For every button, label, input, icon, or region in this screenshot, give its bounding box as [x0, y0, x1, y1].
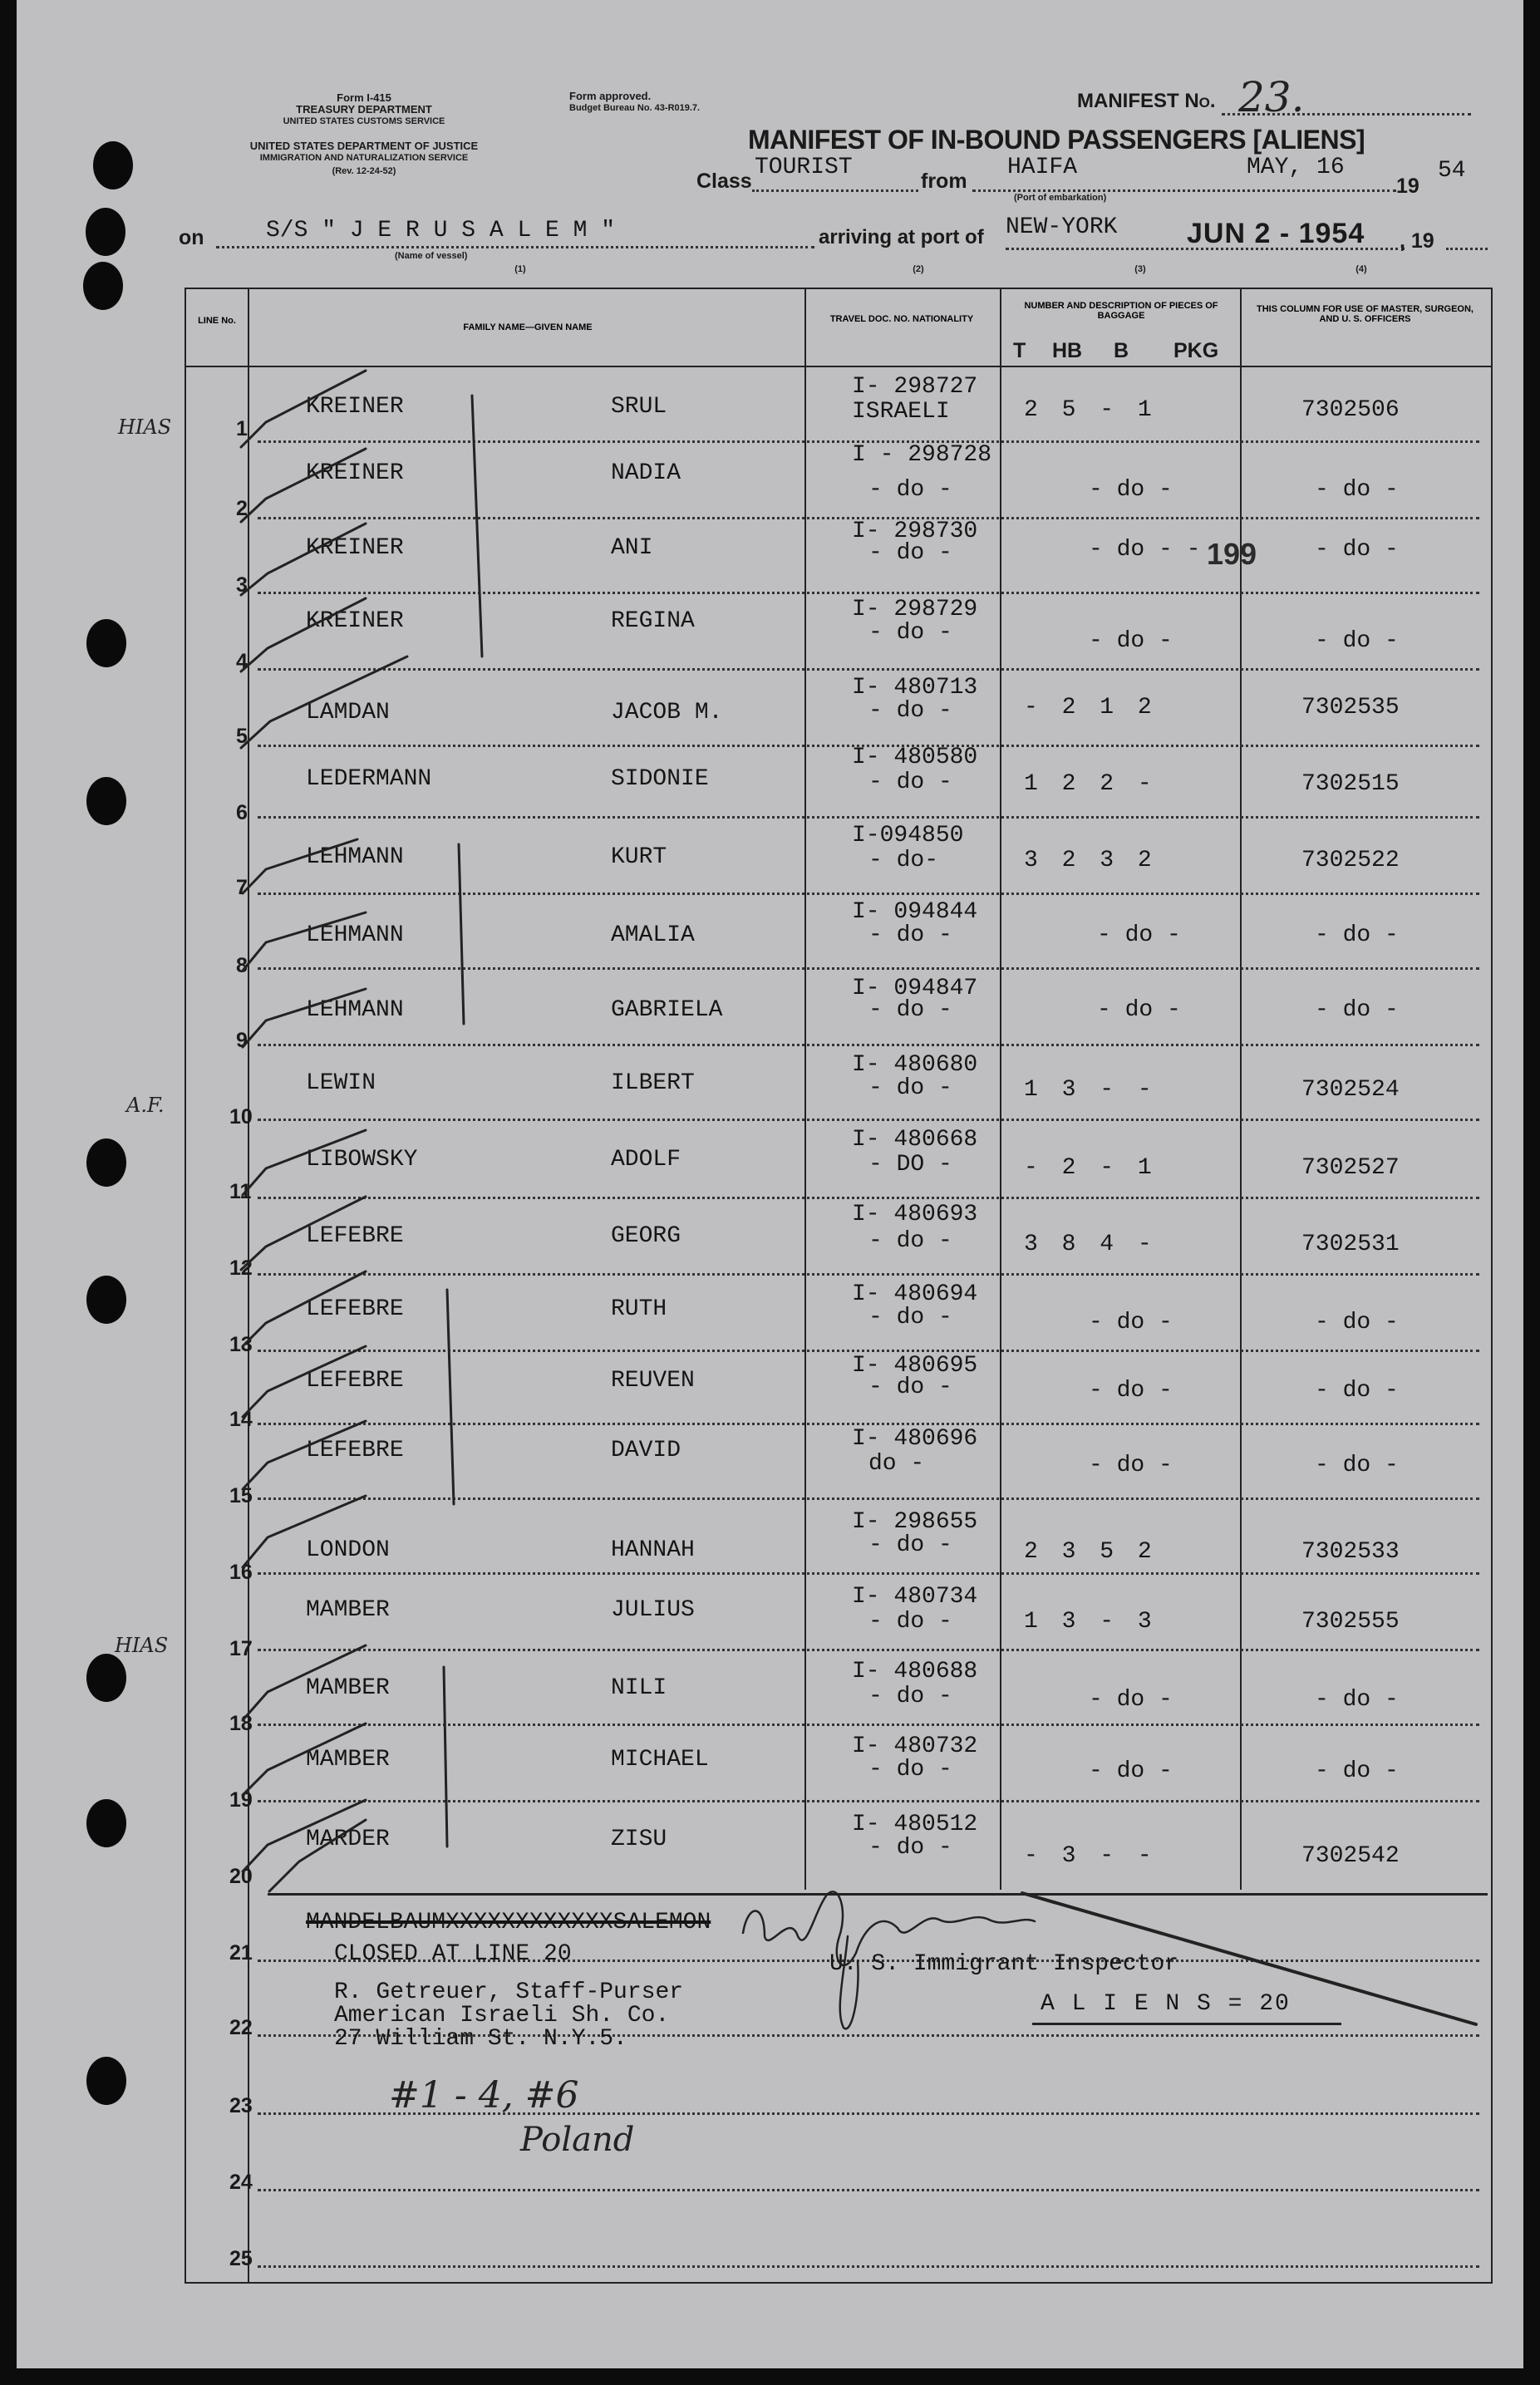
line-number: 12 — [229, 1256, 253, 1280]
check-mark — [243, 989, 366, 1047]
given-name: ADOLF — [611, 1147, 681, 1173]
nationality: - DO - — [868, 1152, 952, 1178]
nationality: - do - — [868, 1684, 952, 1709]
closed-at-line: CLOSED AT LINE 20 — [334, 1941, 572, 1967]
year-prefix: 19 — [1396, 175, 1419, 198]
class-value: TOURIST — [755, 155, 853, 180]
company-name: American Israeli Sh. Co. — [334, 2003, 670, 2028]
travel-doc: I- 480512 — [852, 1812, 978, 1837]
baggage: - 2 1 2 — [1024, 695, 1152, 720]
header-travel-doc: TRAVEL DOC. NO. NATIONALITY — [829, 314, 974, 324]
given-name: MICHAEL — [611, 1747, 709, 1773]
nationality: - do - — [868, 1532, 952, 1558]
check-mark — [243, 1645, 366, 1720]
travel-doc: I- 480695 — [852, 1353, 978, 1379]
baggage: 3 8 4 - — [1024, 1232, 1152, 1257]
nationality: - do - — [868, 922, 952, 948]
nationality: - do - — [868, 477, 952, 503]
form-approved: Form approved. — [569, 90, 652, 102]
baggage: - do - — [1089, 628, 1173, 654]
check-mark — [243, 1346, 366, 1417]
travel-doc: I- 480696 — [852, 1426, 978, 1452]
officer-number: - do - — [1315, 537, 1399, 563]
officer-number: 7302533 — [1301, 1539, 1400, 1565]
header-line-no: LINE No. — [198, 316, 236, 326]
line-number: 9 — [236, 1029, 248, 1052]
given-name: GEORG — [611, 1223, 681, 1249]
family-name: LEFEBRE — [306, 1296, 404, 1322]
line-number: 10 — [229, 1105, 253, 1129]
travel-doc: I- 480580 — [852, 745, 978, 770]
line-number: 17 — [229, 1637, 253, 1660]
given-name: ILBERT — [611, 1070, 695, 1096]
officer-number: 7302531 — [1301, 1232, 1400, 1257]
family-name: LEDERMANN — [306, 766, 432, 792]
given-name: GABRIELA — [611, 997, 723, 1023]
struck-name: MANDELBAUMXXXXXXXXXXXXSALEMON — [306, 1910, 711, 1935]
dept-immigration: IMMIGRATION AND NATURALIZATION SERVICE — [259, 153, 469, 163]
officer-number: - do - — [1315, 922, 1399, 948]
check-mark — [241, 449, 366, 522]
line-number: 23 — [229, 2094, 253, 2117]
nationality: - do - — [868, 997, 952, 1023]
baggage: 1 3 - 3 — [1024, 1609, 1152, 1635]
header-bag-pkg: PKG — [1173, 339, 1219, 362]
given-name: DAVID — [611, 1438, 681, 1463]
line-number: 5 — [236, 725, 248, 748]
line-number: 16 — [229, 1561, 253, 1584]
check-mark — [243, 912, 366, 971]
officer-number: 7302515 — [1301, 771, 1400, 797]
officer-number: 7302527 — [1301, 1155, 1400, 1181]
line-number: 15 — [229, 1484, 253, 1507]
year2-prefix: , 19 — [1400, 229, 1434, 253]
handwritten-poland: Poland — [520, 2121, 635, 2159]
nationality: - do - — [868, 1609, 952, 1635]
baggage: - 3 - - — [1024, 1843, 1152, 1869]
family-name: LEFEBRE — [306, 1438, 404, 1463]
travel-doc: I- 298730 — [852, 519, 978, 544]
manifest-no-label: MANIFEST No. — [1077, 90, 1216, 112]
line-number: 21 — [229, 1941, 253, 1965]
nationality: - do - — [868, 540, 952, 566]
header-baggage: NUMBER AND DESCRIPTION OF PIECES OF BAGGAGE — [1024, 301, 1218, 321]
check-mark — [241, 1197, 366, 1270]
baggage: - do - — [1089, 1453, 1173, 1478]
date-value: MAY, 16 — [1247, 155, 1345, 180]
nationality: - do - — [868, 620, 952, 646]
given-name: REGINA — [611, 608, 695, 634]
check-mark — [241, 524, 366, 595]
margin-note-af: A.F. — [126, 1094, 165, 1117]
travel-doc: I-094850 — [852, 823, 964, 848]
line-number: 2 — [236, 497, 248, 520]
given-name: NADIA — [611, 460, 681, 486]
vessel-value: S/S " J E R U S A L E M " — [266, 218, 616, 243]
baggage: - do - — [1089, 477, 1173, 503]
officer-number: 7302522 — [1301, 848, 1400, 873]
line-number: 3 — [236, 573, 248, 597]
purser-name: R. Getreuer, Staff-Purser — [334, 1979, 684, 2005]
nationality: - do - — [868, 770, 952, 795]
header-bag-b: B — [1114, 339, 1129, 362]
travel-doc: I- 480732 — [852, 1733, 978, 1759]
port-embarkation-note: (Port of embarkation) — [1014, 193, 1107, 203]
family-name: MARDER — [306, 1827, 390, 1852]
dept-customs: UNITED STATES CUSTOMS SERVICE — [283, 116, 445, 126]
family-name: KREINER — [306, 535, 404, 561]
travel-doc: I- 298727 — [852, 374, 978, 400]
check-mark — [243, 1724, 366, 1795]
nationality: ISRAELI — [852, 399, 950, 425]
officer-number: 7302542 — [1301, 1843, 1400, 1869]
year-value: 54 — [1438, 158, 1466, 184]
line-number: 19 — [229, 1788, 253, 1812]
officer-number: 7302506 — [1301, 397, 1400, 423]
vessel-note: (Name of vessel) — [395, 251, 468, 261]
baggage: - do - - — [1089, 537, 1201, 563]
manifest-title: MANIFEST OF IN-BOUND PASSENGERS [ALIENS] — [748, 125, 1365, 155]
travel-doc: I- 480734 — [852, 1584, 978, 1610]
arriving-label: arriving at port of — [819, 226, 984, 248]
given-name: JACOB M. — [611, 700, 723, 725]
family-name: LIBOWSKY — [306, 1147, 418, 1173]
officer-number: - do - — [1315, 1453, 1399, 1478]
check-mark — [243, 1271, 366, 1346]
officer-number: 7302535 — [1301, 695, 1400, 720]
given-name: REUVEN — [611, 1368, 695, 1394]
baggage: 2 3 5 2 — [1024, 1539, 1152, 1565]
given-name: NILI — [611, 1675, 667, 1701]
family-name: LEHMANN — [306, 844, 404, 870]
manifest-page — [17, 0, 1523, 2368]
travel-doc: I- 094847 — [852, 976, 978, 1001]
officer-number: - do - — [1315, 477, 1399, 503]
family-name: LEFEBRE — [306, 1368, 404, 1394]
family-name: LONDON — [306, 1537, 390, 1563]
travel-doc: I - 298728 — [852, 442, 992, 468]
check-mark — [241, 598, 366, 671]
line-number: 20 — [229, 1865, 253, 1888]
handwritten-note: #1 - 4, #6 — [389, 2074, 579, 2117]
header-bag-hb: HB — [1052, 339, 1083, 362]
arrival-port: NEW-YORK — [1006, 214, 1118, 240]
travel-doc: I- 480680 — [852, 1052, 978, 1078]
line-number: 8 — [236, 954, 248, 977]
travel-doc: I- 480713 — [852, 675, 978, 701]
line-number: 24 — [229, 2171, 253, 2194]
officer-number: 7302555 — [1301, 1609, 1400, 1635]
baggage: - 2 - 1 — [1024, 1155, 1152, 1181]
travel-doc: I- 480694 — [852, 1281, 978, 1307]
arrival-date-stamp: JUN 2 - 1954 — [1187, 218, 1365, 249]
family-name: MAMBER — [306, 1747, 390, 1773]
baggage: 1 2 2 - — [1024, 771, 1152, 797]
given-name: KURT — [611, 844, 667, 870]
col-num-1: (1) — [514, 264, 526, 274]
nationality: - do - — [868, 698, 952, 724]
budget-bureau: Budget Bureau No. 43-R019.7. — [569, 103, 701, 113]
family-name: KREINER — [306, 460, 404, 486]
line-number: 14 — [229, 1408, 253, 1431]
nationality: - do - — [868, 1757, 952, 1783]
travel-doc: I- 480668 — [852, 1127, 978, 1153]
given-name: ANI — [611, 535, 653, 561]
given-name: ZISU — [611, 1827, 667, 1852]
dept-treasury: TREASURY DEPARTMENT — [296, 103, 432, 116]
family-name: MAMBER — [306, 1675, 390, 1701]
check-mark — [243, 1800, 366, 1871]
travel-doc: I- 480688 — [852, 1659, 978, 1684]
family-name: MAMBER — [306, 1597, 390, 1623]
given-name: RUTH — [611, 1296, 667, 1322]
family-name: KREINER — [306, 394, 404, 420]
nationality: - do - — [868, 1305, 952, 1330]
family-name: LEFEBRE — [306, 1223, 404, 1249]
aliens-total: A L I E N S = 20 — [1041, 1991, 1291, 2017]
class-label: Class — [696, 170, 752, 193]
nationality: - do - — [868, 1835, 952, 1861]
baggage: - do - — [1089, 1687, 1173, 1713]
travel-doc: I- 480693 — [852, 1202, 978, 1227]
baggage: 2 5 - 1 — [1024, 397, 1152, 423]
officer-number: - do - — [1315, 1310, 1399, 1335]
line-number: 22 — [229, 2016, 253, 2039]
travel-doc: I- 298729 — [852, 597, 978, 622]
baggage: - do - — [1097, 922, 1181, 948]
line-number: 4 — [236, 650, 248, 673]
officer-number: - do - — [1315, 1378, 1399, 1404]
nationality: do - — [868, 1451, 925, 1477]
check-mark — [243, 1496, 366, 1567]
check-mark — [241, 656, 407, 748]
from-value: HAIFA — [1007, 155, 1078, 180]
baggage: 3 2 3 2 — [1024, 848, 1152, 873]
check-mark — [241, 371, 366, 447]
officer-number: 7302524 — [1301, 1077, 1400, 1103]
baggage: - do - — [1097, 997, 1181, 1023]
margin-note-hias-17: HIAS — [115, 1634, 169, 1657]
given-name: SRUL — [611, 394, 667, 420]
travel-doc: I- 298655 — [852, 1509, 978, 1535]
col-num-4: (4) — [1355, 264, 1367, 274]
family-name: LAMDAN — [306, 700, 390, 725]
col-num-3: (3) — [1134, 264, 1146, 274]
manifest-no-value: 23. — [1238, 73, 1305, 121]
baggage: - do - — [1089, 1378, 1173, 1404]
header-bag-t: T — [1013, 339, 1026, 362]
baggage: - do - — [1089, 1758, 1173, 1784]
col-num-2: (2) — [913, 264, 924, 274]
nationality: - do - — [868, 1075, 952, 1101]
pen-marks — [17, 0, 1523, 2368]
family-name: LEWIN — [306, 1070, 376, 1096]
header-name: FAMILY NAME—GIVEN NAME — [463, 322, 593, 332]
line-number: 18 — [229, 1712, 253, 1735]
officer-number: - do - — [1315, 628, 1399, 654]
from-label: from — [921, 170, 967, 193]
nationality: - do - — [868, 1374, 952, 1400]
form-revision: (Rev. 12-24-52) — [332, 166, 396, 176]
family-name: LEHMANN — [306, 997, 404, 1023]
officer-number: - do - — [1315, 1758, 1399, 1784]
margin-note-hias-1: HIAS — [118, 416, 172, 439]
officer-number: - do - — [1315, 1687, 1399, 1713]
check-mark — [243, 1421, 366, 1489]
form-number: Form I-415 — [337, 91, 391, 104]
line-number: 25 — [229, 2247, 253, 2270]
check-mark — [269, 1820, 366, 1891]
dept-justice: UNITED STATES DEPARTMENT OF JUSTICE — [249, 140, 479, 152]
family-name: LEHMANN — [306, 922, 404, 948]
line-number: 13 — [229, 1333, 253, 1356]
baggage: 1 3 - - — [1024, 1077, 1152, 1103]
check-mark — [243, 1130, 366, 1195]
given-name: SIDONIE — [611, 766, 709, 792]
nationality: - do - — [868, 1228, 952, 1254]
check-mark — [243, 839, 357, 893]
nationality: - do- — [868, 848, 939, 873]
travel-doc: I- 094844 — [852, 899, 978, 925]
baggage: - do - — [1089, 1310, 1173, 1335]
line-number: 7 — [236, 876, 248, 899]
officer-number: - do - — [1315, 997, 1399, 1023]
line-number: 6 — [236, 801, 248, 824]
on-label: on — [179, 226, 204, 249]
immigrant-inspector: U. S. Immigrant Inspector — [829, 1951, 1179, 1977]
given-name: AMALIA — [611, 922, 695, 948]
given-name: JULIUS — [611, 1597, 695, 1623]
header-officers: THIS COLUMN FOR USE OF MASTER, SURGEON, AND U. S. OFFICERS — [1257, 304, 1474, 324]
stamp-199: 199 — [1207, 537, 1257, 571]
company-address: 27 William St. N.Y.5. — [334, 2026, 627, 2052]
line-number: 11 — [229, 1180, 252, 1203]
line-number: 1 — [236, 417, 248, 440]
family-name: KREINER — [306, 608, 404, 634]
given-name: HANNAH — [611, 1537, 695, 1563]
